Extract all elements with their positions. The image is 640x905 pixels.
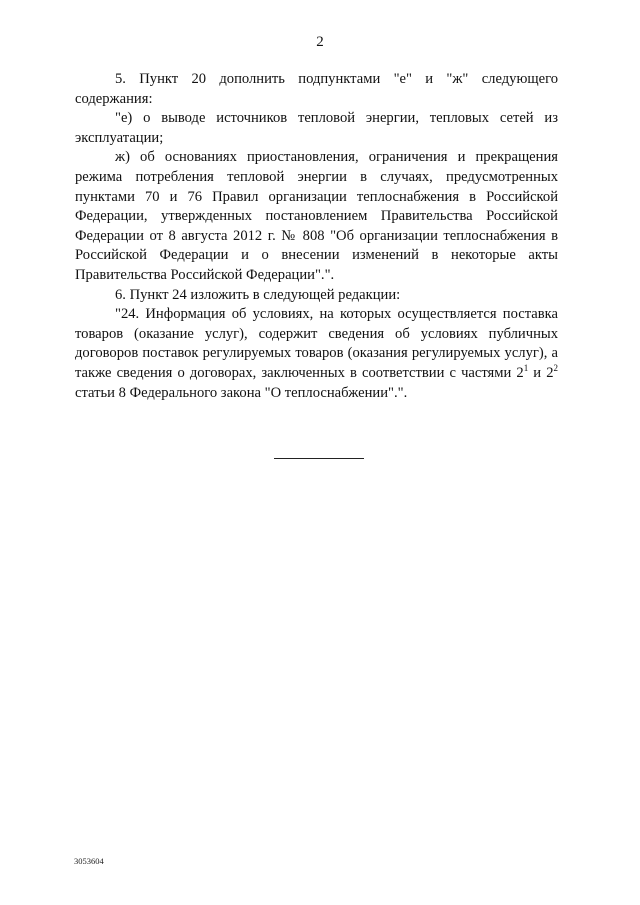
paragraph-subitem-e: "е) о выводе источников тепловой энергии, тепловых сетей из эксплуатации; — [75, 110, 558, 146]
paragraph-item-5-line2: содержания: — [75, 90, 153, 107]
page-number: 2 — [316, 34, 324, 50]
paragraph-item-5-line1: 5. Пункт 20 дополнить подпунктами "е" и "ж" следующего — [115, 71, 558, 87]
document-body — [75, 70, 558, 403]
paragraph-24-text-mid: и 2 — [528, 364, 554, 381]
paragraph-item-5 — [75, 70, 558, 109]
paragraph-24-text-end: статьи 8 Федерального закона "О теплоснабжении".". — [75, 384, 408, 401]
paragraph-subitem-zh: ж) об основаниях приостановления, ограничения и прекращения режима потребления тепловой энергии в случаях, предусмотренных пунктами 70 и 76 Правил организации теплоснабжения в Российской Федерации, утвержденных постановлением Правительства Российской Федерации от 8 августа 2012 г. № 808 "Об организации теплоснабжения в Российской Федерации и о внесении изменений в некоторые акты Правительства Российской Федерации".". — [75, 149, 558, 283]
paragraph-24-text: "24. Информация об условиях, на которых осуществляется поставка товаров (оказание услуг), содержит сведения об условиях публичных договоров поставок регулируемых товаров (оказания регулируемых услуг), а также сведения о договорах, заключенных в соответствии с частями 2 — [75, 306, 558, 381]
superscript-2: 2 — [553, 362, 558, 373]
paragraph-item-6: 6. Пункт 24 изложить в следующей редакции: — [115, 286, 401, 303]
end-divider-line — [274, 458, 364, 459]
superscript-1: 1 — [523, 362, 529, 373]
document-code: 3053604 — [74, 856, 104, 866]
paragraph-item-24 — [75, 305, 558, 403]
